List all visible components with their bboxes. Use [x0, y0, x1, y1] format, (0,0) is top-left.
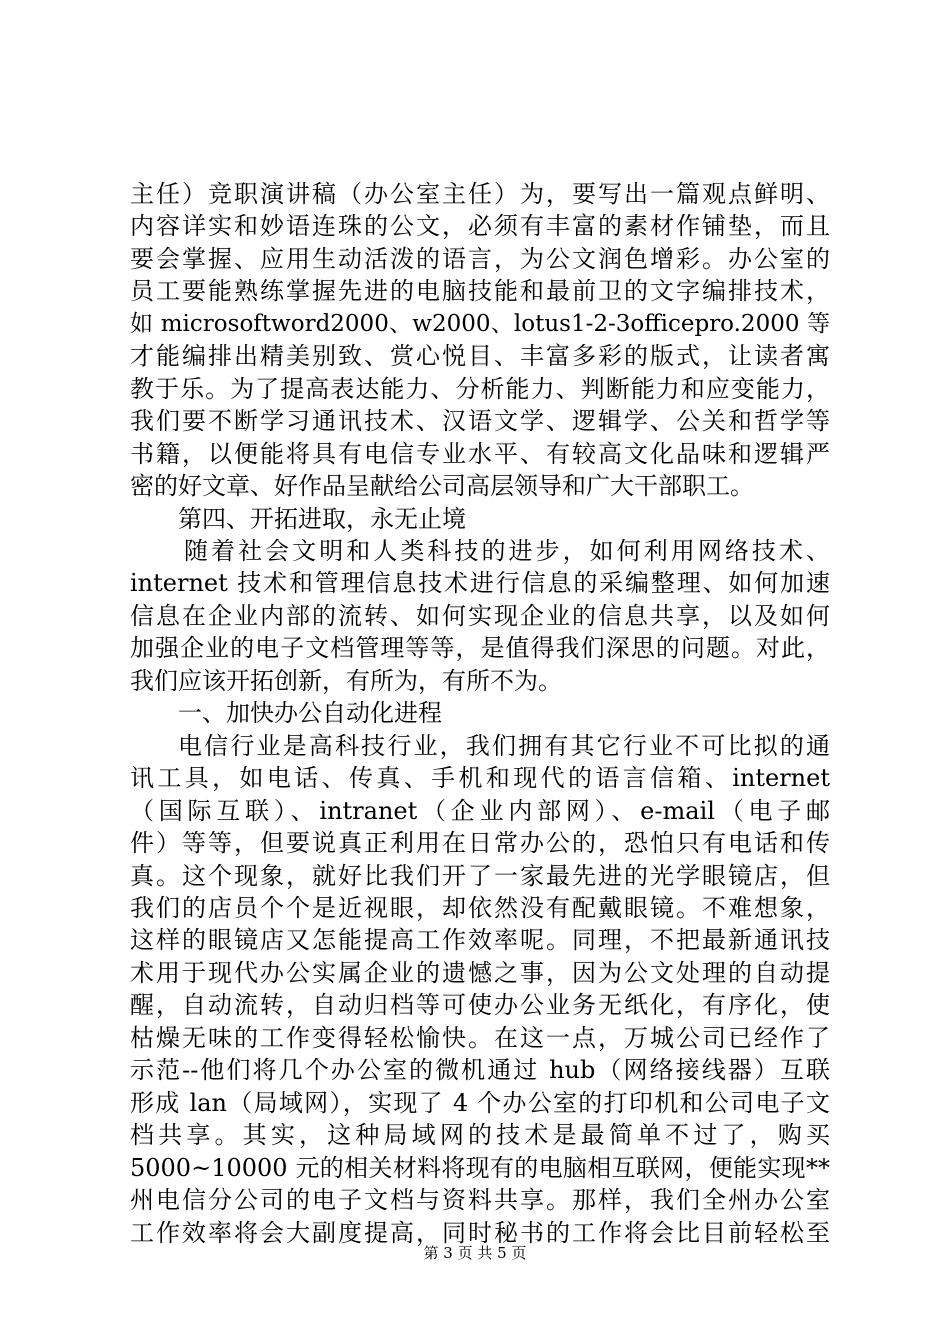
text-line: 5000~10000 元的相关材料将现有的电脑相互联网，便能实现** — [130, 1153, 830, 1182]
text-line: 内容详实和妙语连珠的公文，必须有丰富的素材作铺垫，而且 — [130, 212, 830, 241]
text-line: 密的好文章、好作品呈献给公司高层领导和广大干部职工。 — [130, 472, 754, 501]
text-line: 教于乐。为了提高表达能力、分析能力、判断能力和应变能力， — [130, 374, 830, 403]
text-line: 枯燥无味的工作变得轻松愉快。在这一点，万城公司已经作了 — [130, 1023, 830, 1052]
text-line: 我们应该开拓创新，有所为，有所不为。 — [130, 666, 562, 695]
section-heading-fourth — [130, 503, 830, 535]
text-line: 工作效率将会大副度提高，同时秘书的工作将会比目前轻松至 — [130, 1218, 830, 1247]
text-line: 要会掌握、应用生动活泼的语言，为公文润色增彩。办公室的 — [130, 244, 830, 273]
text-line: 州电信分公司的电子文档与资料共享。那样，我们全州办公室 — [130, 1186, 830, 1215]
text-line: 我们的店员个个是近视眼，却依然没有配戴眼镜。不难想象， — [130, 893, 830, 922]
text-line: 员工要能熟练掌握先进的电脑技能和最前卫的文字编排技术， — [130, 277, 830, 306]
heading-line: 一、加快办公自动化进程 — [178, 699, 442, 728]
text-line: 书籍，以便能将具有电信专业水平、有较高文化品味和逻辑严 — [130, 439, 830, 468]
text-line: 档共享。其实，这种局域网的技术是最简单不过了，购买 — [130, 1121, 830, 1150]
text-line: 这样的眼镜店又怎能提高工作效率呢。同理，不把最新通讯技 — [130, 926, 830, 955]
heading-line: 第四、开拓进取，永无止境 — [178, 504, 466, 533]
document-body — [130, 178, 830, 1249]
text-line: 电信行业是高科技行业，我们拥有其它行业不可比拟的通 — [178, 731, 830, 760]
text-line: 术用于现代办公实属企业的遗憾之事，因为公文处理的自动提 — [130, 958, 830, 987]
text-line: 醒，自动流转，自动归档等可使办公业务无纸化，有序化，使 — [130, 991, 830, 1020]
text-line: 件）等等，但要说真正利用在日常办公的，恐怕只有电话和传 — [130, 829, 830, 858]
text-line: 形成 lan（局域网），实现了 4 个办公室的打印机和公司电子文 — [130, 1088, 830, 1117]
paragraph-telecom-industry — [130, 730, 830, 1249]
text-line: 主任）竞职演讲稿（办公室主任）为，要写出一篇观点鲜明、 — [130, 180, 830, 208]
text-line: internet 技术和管理信息技术进行信息的采编整理、如何加速 — [130, 569, 830, 598]
text-line: 加强企业的电子文档管理等等，是值得我们深思的问题。对此， — [130, 634, 830, 663]
paragraph-network-tech — [130, 535, 830, 697]
text-line: 如 microsoftword2000、w2000、lotus1-2-3officepro.2000 等 — [130, 310, 830, 337]
text-line: 随着社会文明和人类科技的进步，如何利用网络技术、 — [184, 536, 830, 565]
paragraph-job-speech-intro — [130, 178, 830, 503]
text-line: 示范--他们将几个办公室的微机通过 hub（网络接线器）互联 — [130, 1056, 830, 1085]
page-number-footer: 第 3 页 共 5 页 — [423, 1244, 527, 1262]
text-line: 才能编排出精美别致、赏心悦目、丰富多彩的版式，让读者寓 — [130, 342, 830, 371]
text-line: （国际互联）、intranet（企业内部网）、e-mail（电子邮 — [130, 796, 830, 825]
text-line: 信息在企业内部的流转、如何实现企业的信息共享，以及如何 — [130, 601, 830, 630]
text-line: 真。这个现象，就好比我们开了一家最先进的光学眼镜店，但 — [130, 861, 830, 890]
text-line: 我们要不断学习通讯技术、汉语文学、逻辑学、公关和哲学等 — [130, 407, 830, 436]
text-line: 讯工具，如电话、传真、手机和现代的语言信箱、internet — [130, 764, 830, 793]
section-heading-office-automation — [130, 697, 830, 729]
